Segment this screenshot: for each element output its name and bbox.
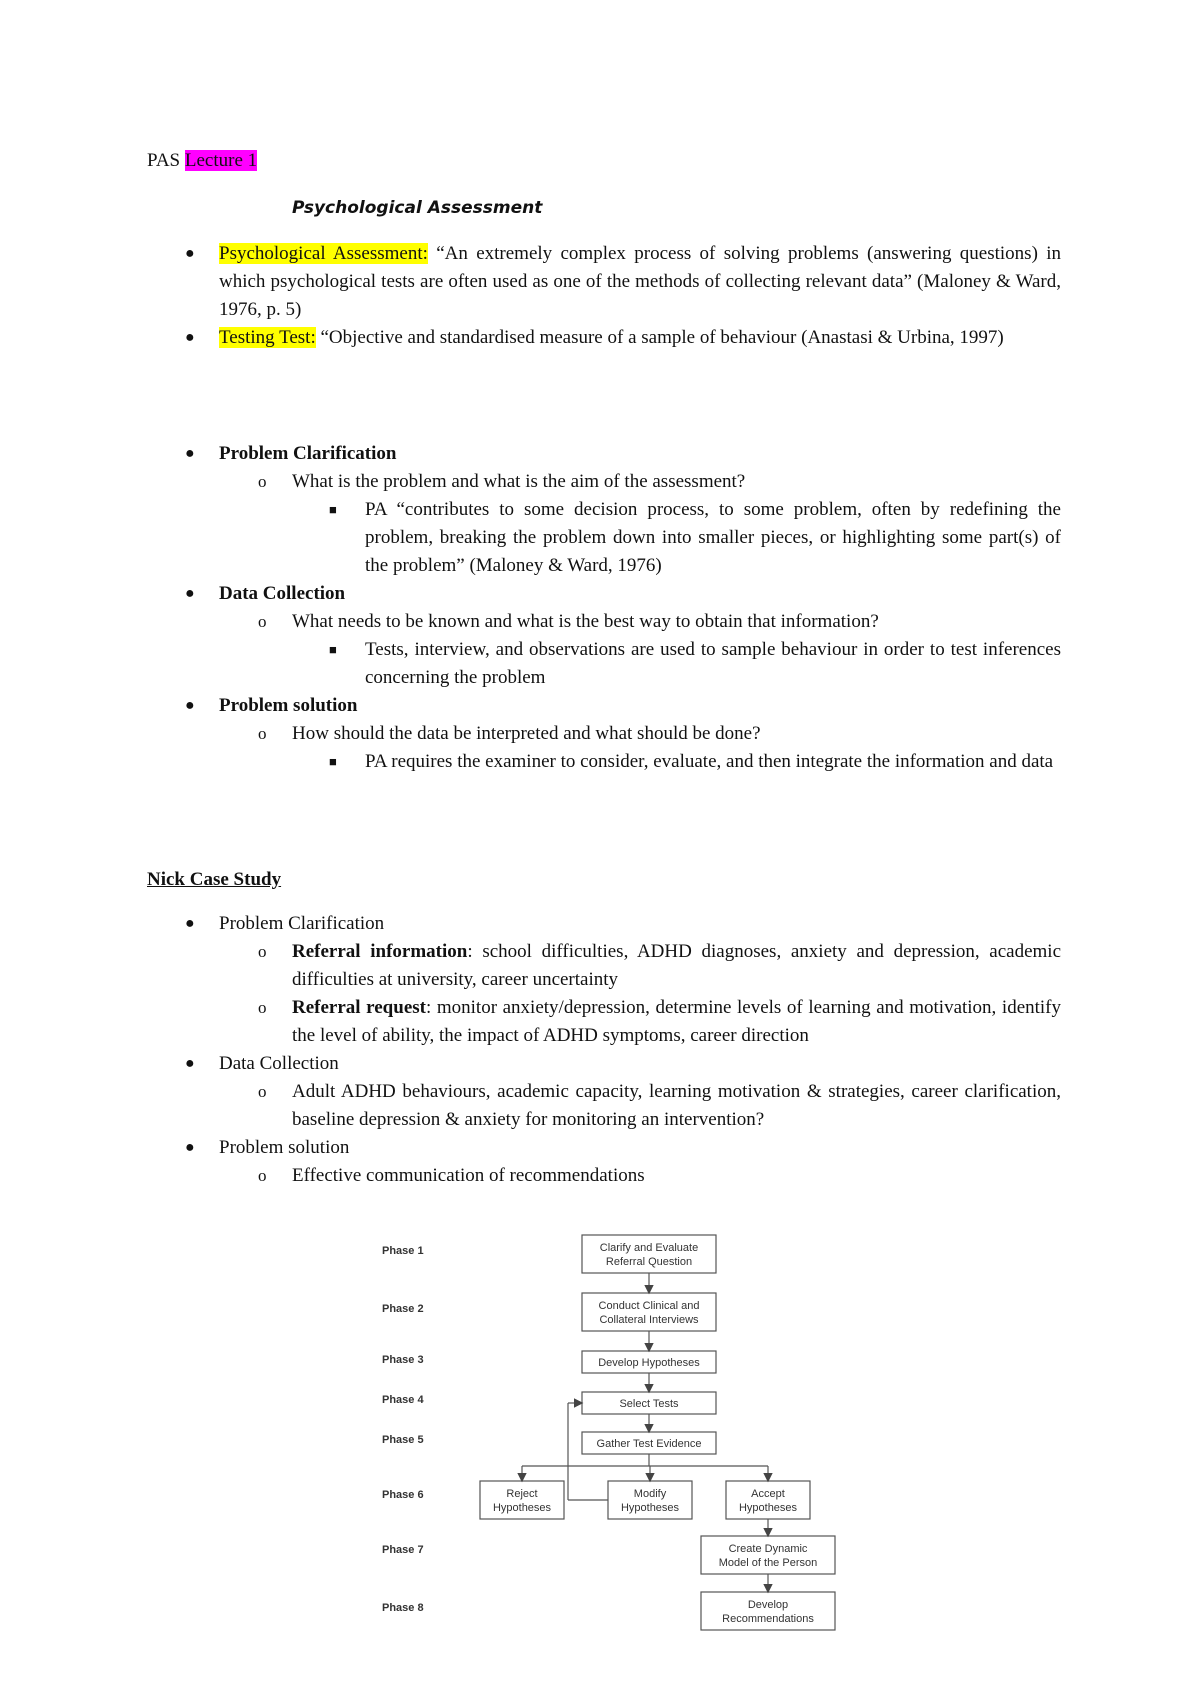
phase-label: Phase 1 (382, 1245, 424, 1257)
case-subitem: o Effective communication of recommendations (292, 1162, 1061, 1190)
bullet-icon: ● (185, 585, 195, 602)
flow-text: Recommendations (722, 1613, 814, 1625)
circle-bullet-icon: o (258, 472, 267, 491)
square-bullet-icon: ■ (329, 642, 337, 657)
definition-term: Testing Test: (219, 327, 316, 348)
flow-text: Hypotheses (738, 1502, 798, 1514)
square-bullet-icon: ■ (329, 502, 337, 517)
stage-title: ● Data Collection (219, 580, 1061, 608)
definition-text: “An extremely complex process of solving problems (answering questions) in which psychological tests are often used as one of the methods of collecting relevant data” (Maloney & Ward, 1976, p. 5) (219, 243, 1061, 320)
bullet-icon: ● (185, 445, 195, 462)
flow-text: Collateral Interviews (599, 1314, 699, 1326)
case-subitem: o Referral request: monitor anxiety/depression, determine levels of learning and motivation, identify the level of ability, the impact of ADHD symptoms, career direction (292, 994, 1061, 1050)
flow-text: Referral Question (605, 1256, 693, 1268)
definition-item (185, 324, 1061, 352)
phase-label: Phase 2 (382, 1303, 424, 1315)
page-subtitle: Psychological Assessment (292, 198, 543, 218)
case-item: ● Problem solution (219, 1134, 1061, 1162)
assessment-stages-list (0, 440, 1200, 776)
case-subitem: o Referral information: school difficulties, ADHD diagnoses, anxiety and depression, academic difficulties at university, career uncertainty (292, 938, 1061, 994)
flow-text: Model of the Person (718, 1557, 818, 1569)
circle-bullet-icon: o (258, 942, 267, 961)
definition-item (185, 240, 1061, 324)
phase-label: Phase 4 (382, 1394, 424, 1406)
stage-title: ● Problem solution (219, 692, 1061, 720)
flow-text: Hypotheses (620, 1502, 680, 1514)
bullet-icon: ● (185, 329, 195, 346)
stage-question: o What is the problem and what is the aim of the assessment? (292, 468, 1061, 496)
definition-text: “Objective and standardised measure of a sample of behaviour (Anastasi & Urbina, 1997) (315, 327, 1004, 348)
phase-label: Phase 7 (382, 1544, 424, 1556)
circle-bullet-icon: o (258, 724, 267, 743)
flow-text: Conduct Clinical and (598, 1300, 700, 1312)
phase-label: Phase 8 (382, 1602, 424, 1614)
flow-text: Modify (633, 1488, 667, 1500)
flow-text: Gather Test Evidence (596, 1438, 702, 1450)
square-bullet-icon: ■ (329, 754, 337, 769)
phase-label: Phase 5 (382, 1434, 424, 1446)
bullet-icon: ● (185, 1139, 195, 1156)
course-code: PAS (147, 150, 181, 171)
case-item: ● Data Collection (219, 1050, 1061, 1078)
circle-bullet-icon: o (258, 1166, 267, 1185)
circle-bullet-icon: o (258, 1082, 267, 1101)
case-item: ● Problem Clarification (219, 910, 1061, 938)
phase-label: Phase 6 (382, 1489, 424, 1501)
stage-question: o What needs to be known and what is the best way to obtain that information? (292, 608, 1061, 636)
flow-text: Create Dynamic (728, 1543, 808, 1555)
flow-text: Select Tests (619, 1398, 679, 1410)
flow-text: Accept (751, 1488, 785, 1500)
flow-text: Reject (506, 1488, 538, 1500)
bullet-icon: ● (185, 1055, 195, 1072)
stage-detail: ■ PA “contributes to some decision process, to some problem, often by redefining the problem, breaking the problem down into smaller pieces, or highlighting some part(s) of the problem” (Maloney & Ward, 1976) (365, 496, 1061, 580)
stage-title: ● Problem Clarification (219, 440, 1061, 468)
definitions-list (0, 240, 1200, 352)
flow-text: Hypotheses (492, 1502, 552, 1514)
case-study-list (0, 910, 1200, 1190)
bullet-icon: ● (185, 915, 195, 932)
stage-detail: ■ Tests, interview, and observations are used to sample behaviour in order to test inferences concerning the problem (365, 636, 1061, 692)
lecture-label: Lecture 1 (184, 150, 258, 171)
definition-term: Psychological Assessment: (219, 243, 428, 264)
flow-text: Clarify and Evaluate (599, 1242, 699, 1254)
phase-label: Phase 3 (382, 1354, 424, 1366)
circle-bullet-icon: o (258, 612, 267, 631)
bullet-icon: ● (185, 697, 195, 714)
stage-detail: ■ PA requires the examiner to consider, evaluate, and then integrate the information and data (365, 748, 1061, 776)
case-subitem: o Adult ADHD behaviours, academic capacity, learning motivation & strategies, career clarification, baseline depression & anxiety for monitoring an intervention? (292, 1078, 1061, 1134)
assessment-phases-flowchart (370, 1230, 850, 1640)
flow-text: Develop (747, 1599, 789, 1611)
circle-bullet-icon: o (258, 998, 267, 1017)
stage-question: o How should the data be interpreted and what should be done? (292, 720, 1061, 748)
bullet-icon: ● (185, 245, 195, 262)
case-study-title: Nick Case Study (147, 869, 282, 890)
document-header (147, 148, 257, 174)
flow-text: Develop Hypotheses (598, 1357, 700, 1369)
